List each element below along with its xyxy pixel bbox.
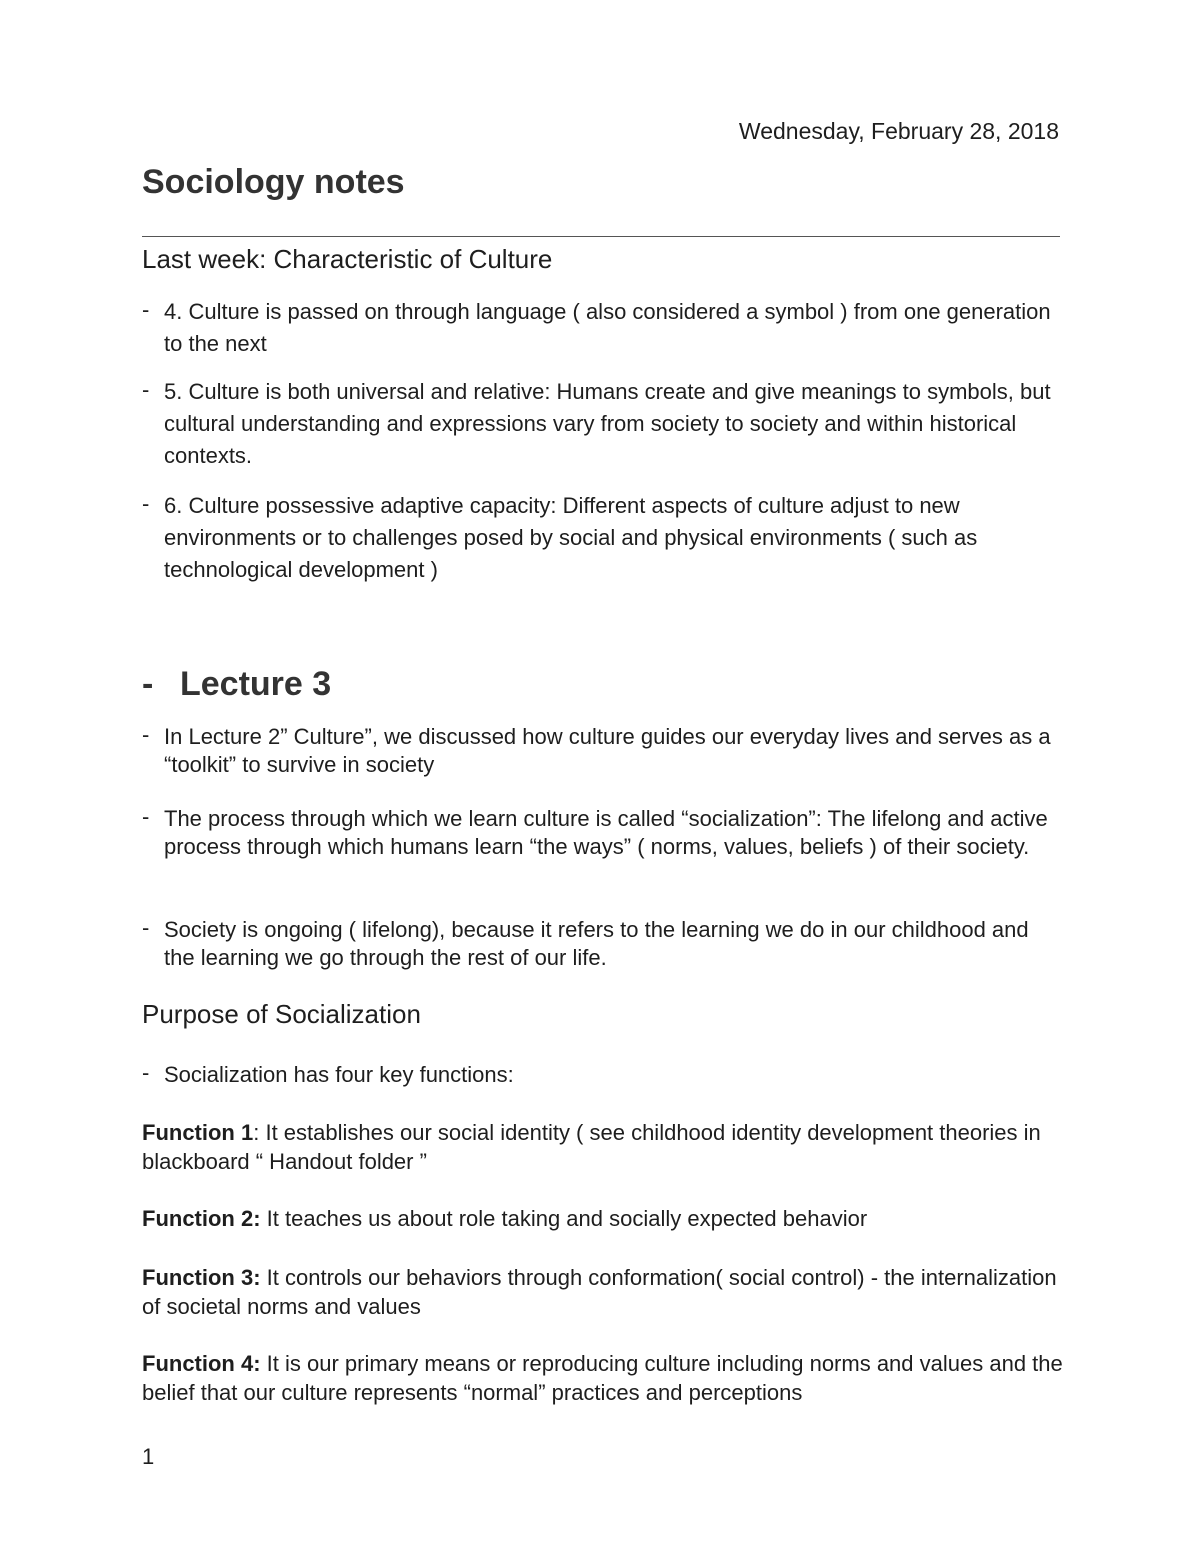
function-label: Function 2: xyxy=(142,1206,261,1231)
function-separator: : xyxy=(253,1120,266,1145)
purpose-intro-text: Socialization has four key functions: xyxy=(164,1062,514,1087)
function-item xyxy=(142,1349,1067,1407)
function-item xyxy=(142,1263,1067,1321)
bullet-dash: - xyxy=(142,377,150,402)
last-week-item-text: 5. Culture is both universal and relative: Humans create and give meanings to symbols, but cultural understanding and expressions vary from society to society and within historical contexts. xyxy=(164,379,1051,468)
last-week-item xyxy=(142,490,1062,586)
function-item xyxy=(142,1118,1067,1176)
bullet-dash: - xyxy=(142,804,150,829)
lecture-heading-text: Lecture 3 xyxy=(180,665,332,703)
bullet-dash: - xyxy=(142,1060,150,1085)
document-title: Sociology notes xyxy=(142,163,405,201)
last-week-heading: Last week: Characteristic of Culture xyxy=(142,244,553,274)
title-divider xyxy=(142,236,1060,237)
function-label: Function 3: xyxy=(142,1265,261,1290)
page-number: 1 xyxy=(142,1444,155,1469)
function-item xyxy=(142,1204,1067,1233)
last-week-item-text: 6. Culture possessive adaptive capacity: Different aspects of culture adjust to new environments or to challenges posed by social and physical environments ( such as technological development ) xyxy=(164,493,978,582)
lecture-item xyxy=(142,723,1062,779)
function-text: It establishes our social identity ( see childhood identity development theories in blackboard “ Handout folder ” xyxy=(142,1120,1041,1174)
lecture-item xyxy=(142,916,1062,972)
purpose-intro xyxy=(142,1061,1062,1089)
function-text: It controls our behaviors through conformation( social control) - the internalization of societal norms and values xyxy=(142,1265,1057,1319)
last-week-item xyxy=(142,296,1062,360)
lecture-heading xyxy=(142,664,331,704)
bullet-dash: - xyxy=(142,297,150,322)
lecture-item xyxy=(142,805,1062,861)
last-week-item xyxy=(142,376,1062,472)
bullet-dash: - xyxy=(142,491,150,516)
lecture-item-text: In Lecture 2” Culture”, we discussed how culture guides our everyday lives and serves as a “toolkit” to survive in society xyxy=(164,724,1051,777)
function-text: It teaches us about role taking and socially expected behavior xyxy=(266,1206,868,1231)
bullet-dash: - xyxy=(142,915,150,940)
function-label: Function 1 xyxy=(142,1120,254,1145)
purpose-heading: Purpose of Socialization xyxy=(142,999,421,1029)
last-week-item-text: 4. Culture is passed on through language ( also considered a symbol ) from one generation to the next xyxy=(164,299,1051,356)
function-label: Function 4: xyxy=(142,1351,261,1376)
lecture-item-text: Society is ongoing ( lifelong), because it refers to the learning we do in our childhood and the learning we go through the rest of our life. xyxy=(164,917,1029,970)
bullet-dash: - xyxy=(142,722,150,747)
document-date: Wednesday, February 28, 2018 xyxy=(738,118,1059,144)
lecture-heading-dash: - xyxy=(142,665,154,703)
function-text: It is our primary means or reproducing culture including norms and values and the belief that our culture represents “normal” practices and perceptions xyxy=(142,1351,1063,1405)
lecture-item-text: The process through which we learn culture is called “socialization”: The lifelong and active process through which humans learn “the ways” ( norms, values, beliefs ) of their society. xyxy=(164,806,1048,859)
